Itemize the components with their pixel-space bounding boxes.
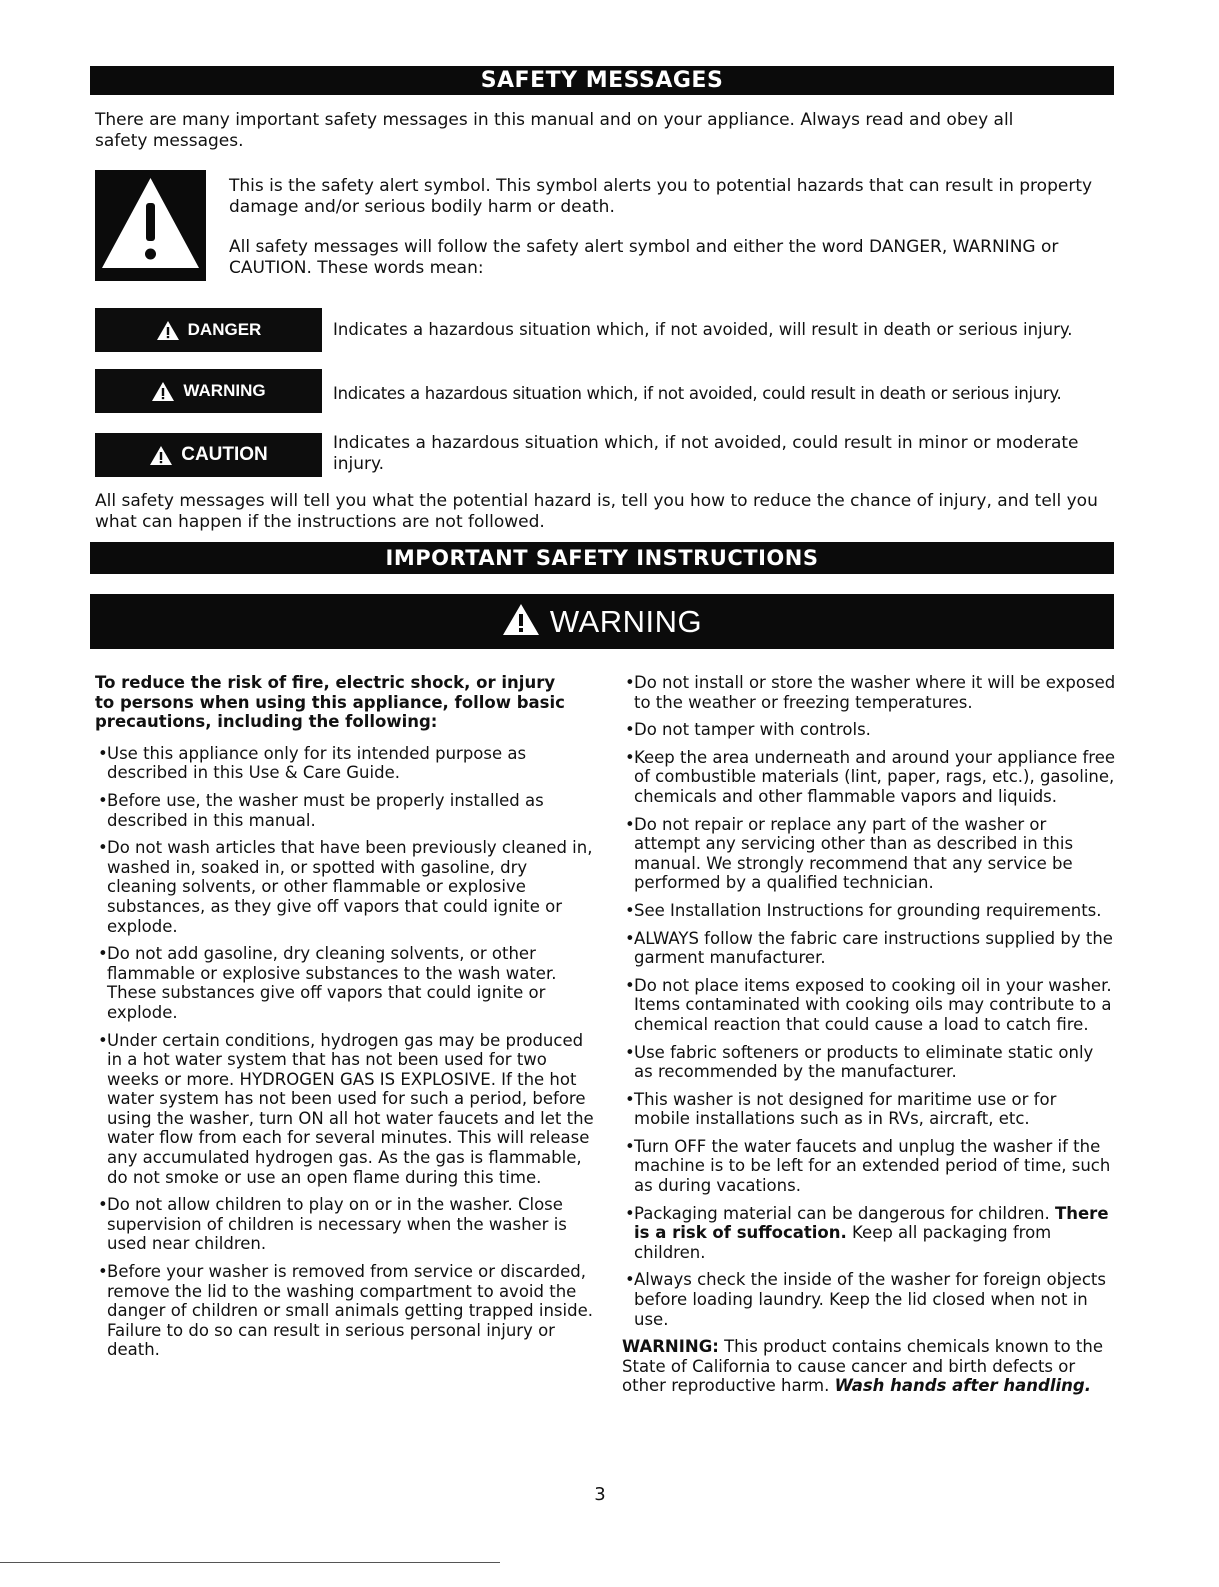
list-item: • Do not add gasoline, dry cleaning solvents, or other flammable or explosive substances to the wash water. These substances give off vapors that could ignite or explode.: [95, 944, 595, 1022]
list-item: • Always check the inside of the washer for foreign objects before loading laundry. Keep the lid closed when not in use.: [622, 1270, 1116, 1329]
safety-alert-symbol-icon: [95, 170, 206, 281]
warning-banner-label: WARNING: [549, 604, 703, 639]
prop65-warning: [622, 1337, 1116, 1396]
list-item: • Use this appliance only for its intended purpose as described in this Use & Care Guide.: [95, 744, 595, 783]
page-number: 3: [594, 1484, 606, 1505]
list-item: • Use fabric softeners or products to eliminate static only as recommended by the manufacturer.: [622, 1043, 1116, 1082]
list-item: • Do not repair or replace any part of the washer or attempt any servicing other than as described in this manual. We strongly recommend that any service be performed by a qualified technician.: [622, 815, 1116, 893]
list-item: • Do not place items exposed to cooking oil in your washer. Items contaminated with cooking oils may contribute to a chemical reaction that could cause a load to catch fire.: [622, 976, 1116, 1035]
prop65-emphasis: Wash hands after handling.: [834, 1376, 1092, 1396]
list-item: • Before use, the washer must be properly installed as described in this manual.: [95, 791, 595, 830]
prop65-label: WARNING:: [622, 1337, 719, 1357]
alert-triangle-icon: [156, 320, 180, 341]
safety-messages-summary: All safety messages will tell you what the potential hazard is, tell you how to reduce the chance of injury, and tell you what can happen if the instructions are not followed.: [95, 491, 1098, 532]
list-item: • Do not wash articles that have been previously cleaned in, washed in, soaked in, or spotted with gasoline, dry cleaning solvents, or other flammable or explosive substances, as they give off vapors that could ignite or explode.: [95, 838, 595, 936]
section-header-title: IMPORTANT SAFETY INSTRUCTIONS: [385, 546, 819, 570]
alert-triangle-icon: [502, 603, 540, 636]
list-item-packaging: [622, 1204, 1116, 1263]
list-item: • Under certain conditions, hydrogen gas may be produced in a hot water system that has not been used for two weeks or more. HYDROGEN GAS IS EXPLOSIVE. If the hot water system has not been used for such a period, before using the washer, turn ON all hot water faucets and let the water flow from each for several minutes. This will release any accumulated hydrogen gas. As the gas is flammable, do not smoke or use an open flame during this time.: [95, 1031, 595, 1188]
intro-paragraph: There are many important safety messages in this manual and on your appliance. Always read and obey all safety messages.: [95, 110, 1014, 151]
danger-label: DANGER: [187, 320, 262, 339]
section-header-important-safety-instructions: [90, 542, 1114, 574]
alert-triangle-icon: [149, 445, 173, 466]
list-item: • Do not install or store the washer where it will be exposed to the weather or freezing temperatures.: [622, 673, 1116, 712]
list-item: • Keep the area underneath and around your appliance free of combustible materials (lint, paper, rags, etc.), gasoline, chemicals and other flammable vapors and liquids.: [622, 748, 1116, 807]
list-item: • Before your washer is removed from service or discarded, remove the lid to the washing compartment to avoid the danger of children or small animals getting trapped inside. Failure to do so can result in serious personal injury or death.: [95, 1262, 595, 1360]
danger-signal-box: [95, 308, 322, 352]
caution-description: Indicates a hazardous situation which, if not avoided, could result in minor or moderate injury.: [333, 433, 1079, 474]
list-item: • ALWAYS follow the fabric care instructions supplied by the garment manufacturer.: [622, 929, 1116, 968]
warning-label: WARNING: [183, 381, 266, 400]
caution-label: CAUTION: [181, 444, 268, 465]
caution-signal-box: [95, 433, 322, 477]
section-header-title: SAFETY MESSAGES: [480, 68, 724, 93]
suffocation-warning: There is a risk of suffocation.: [634, 1203, 1109, 1243]
warning-banner: [90, 594, 1114, 649]
list-item: • See Installation Instructions for grounding requirements.: [622, 901, 1116, 921]
list-item: • This washer is not designed for maritime use or for mobile installations such as in RVs, aircraft, etc.: [622, 1090, 1116, 1129]
left-column: [95, 673, 595, 1368]
packaging-text: Keep all packaging from children.: [634, 1223, 1052, 1262]
divider: [0, 1562, 500, 1563]
alert-symbol-description: This is the safety alert symbol. This symbol alerts you to potential hazards that can result in property damage and/or serious bodily harm or death.: [229, 176, 1093, 217]
list-item: • Turn OFF the water faucets and unplug the washer if the machine is to be left for an extended period of time, such as during vacations.: [622, 1137, 1116, 1196]
warning-signal-box: [95, 369, 322, 413]
packaging-text: Packaging material can be dangerous for children.: [634, 1203, 1050, 1223]
section-header-safety-messages: [90, 66, 1114, 95]
alert-symbol-signal-words: All safety messages will follow the safety alert symbol and either the word DANGER, WARNING or CAUTION. These words mean:: [229, 237, 1059, 278]
alert-triangle-icon: [151, 381, 175, 402]
warning-description: Indicates a hazardous situation which, if not avoided, could result in death or serious injury.: [333, 384, 1062, 403]
list-item: • Do not allow children to play on or in the washer. Close supervision of children is necessary when the washer is used near children.: [95, 1195, 595, 1254]
list-item: • Do not tamper with controls.: [622, 720, 1116, 740]
right-column: [622, 673, 1116, 1404]
risk-reduction-lead: To reduce the risk of fire, electric shock, or injury to persons when using this appliance, follow basic precautions, including the following:: [95, 673, 565, 732]
prop65-text: This product contains chemicals known to the State of California to cause cancer and birth defects or other reproductive harm.: [622, 1337, 1103, 1396]
danger-description: Indicates a hazardous situation which, if not avoided, will result in death or serious injury.: [333, 320, 1073, 339]
